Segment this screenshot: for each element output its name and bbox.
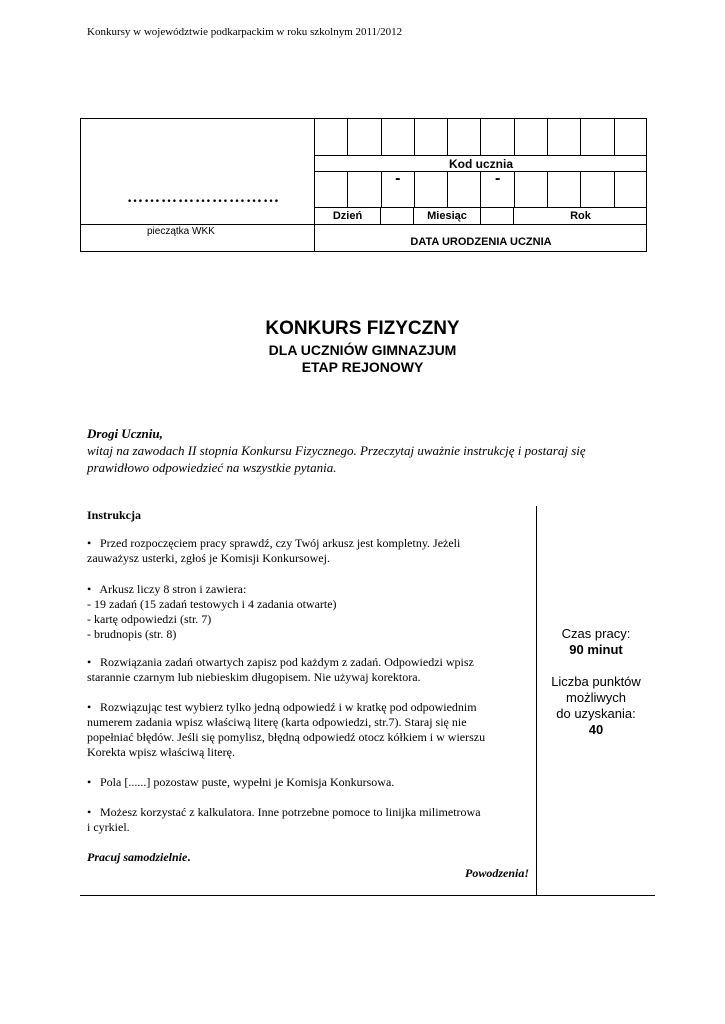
code-row [315, 119, 647, 156]
date-separator: - [494, 170, 501, 187]
instruction-text: - kartę odpowiedzi (str. 7) [87, 612, 212, 626]
date-cell[interactable] [615, 172, 647, 207]
time-value: 90 minut [569, 642, 623, 657]
stamp-area [81, 119, 315, 224]
instruction-item [87, 805, 529, 835]
instruction-item [87, 775, 529, 790]
bullet-icon: • [87, 775, 92, 789]
points-label: możliwych [566, 690, 626, 705]
good-luck-text: Powodzenia! [464, 866, 529, 880]
points-label: Liczba punktów [551, 674, 641, 689]
contest-stage: ETAP REJONOWY [301, 359, 424, 375]
instruction-text: Arkusz liczy 8 stron i zawiera: [99, 582, 247, 596]
code-cell[interactable] [615, 119, 647, 155]
date-separator: - [395, 170, 401, 187]
instruction-text: - 19 zadań (15 zadań testowych i 4 zadania otwarte) [87, 597, 337, 611]
bullet-icon: • [87, 700, 92, 714]
contest-title: KONKURS FIZYCZNY [265, 318, 460, 339]
day-label: Dzień [315, 208, 381, 224]
code-cell[interactable] [581, 119, 614, 155]
greeting [87, 425, 647, 476]
greeting-salutation: Drogi Uczniu, [87, 426, 163, 441]
greeting-line: prawidłowo odpowiedzieć na wszystkie pytania. [87, 460, 337, 475]
date-separator-cell [382, 172, 415, 207]
bullet-icon: • [87, 805, 92, 819]
instruction-item [87, 582, 529, 642]
bullet-icon: • [87, 655, 92, 669]
instruction-text: Korekta wpisz właściwą literę. [87, 745, 235, 759]
instruction-text: Rozwiązując test wybierz tylko jedną odpowiedź i w kratkę pod odpowiednim [100, 700, 477, 714]
date-labels-row [315, 208, 647, 224]
stamp-dots: ……………………… [127, 189, 280, 206]
instruction-text: i cyrkiel. [87, 820, 130, 834]
code-cell[interactable] [382, 119, 415, 155]
instruction-text: Pola [......] pozostaw puste, wypełni je Komisja Konkursowa. [100, 775, 395, 789]
date-cell[interactable] [415, 172, 448, 207]
birth-date-label: DATA URODZENIA UCZNIA [410, 236, 552, 248]
student-code-label: Kod ucznia [315, 156, 647, 172]
greeting-line: witaj na zawodach II stopnia Konkursu Fizycznego. Przeczytaj uważnie instrukcję i postaraj się [87, 443, 586, 458]
work-alone-dot: . [187, 850, 191, 864]
date-cell[interactable] [448, 172, 481, 207]
stamp-label-cell [81, 224, 315, 252]
time-label: Czas pracy: [561, 626, 631, 641]
date-cell[interactable] [548, 172, 581, 207]
student-code-grid [315, 119, 647, 224]
spacer [537, 658, 655, 674]
contest-subtitle: DLA UCZNIÓW GIMNAZJUM [268, 342, 457, 358]
instruction-text: Przed rozpoczęciem pracy sprawdź, czy Twój arkusz jest kompletny. Jeżeli [100, 536, 461, 550]
instruction-text: - brudnopis (str. 8) [87, 627, 177, 641]
instruction-item [87, 655, 529, 685]
student-info-box [80, 118, 647, 252]
date-cell[interactable] [348, 172, 381, 207]
code-cell[interactable] [448, 119, 481, 155]
bullet-icon: • [87, 582, 92, 596]
code-cell[interactable] [415, 119, 448, 155]
birth-date-label-cell [315, 224, 647, 252]
instruction-text: zauważysz usterki, zgłoś je Komisji Konkursowej. [87, 551, 330, 565]
code-cell[interactable] [548, 119, 581, 155]
page-header: Konkursy w województwie podkarpackim w roku szkolnym 2011/2012 [87, 26, 403, 38]
bullet-icon: • [87, 536, 92, 550]
instruction-item [87, 700, 529, 760]
instruction-item [87, 536, 529, 566]
code-cell[interactable] [348, 119, 381, 155]
instructions-heading: Instrukcja [87, 508, 142, 522]
date-spacer [481, 208, 514, 224]
instruction-text: Rozwiązania zadań otwartych zapisz pod każdym z zadań. Odpowiedzi wpisz [100, 655, 474, 669]
instruction-text: Możesz korzystać z kalkulatora. Inne potrzebne pomoce to linijka milimetrowa [100, 805, 481, 819]
code-cell[interactable] [315, 119, 348, 155]
points-label: do uzyskania: [556, 706, 636, 721]
instructions-box [80, 506, 655, 896]
date-spacer [381, 208, 414, 224]
stamp-label: pieczątka WKK [147, 226, 215, 237]
date-cell[interactable] [581, 172, 614, 207]
work-alone-note [87, 850, 529, 865]
work-alone-text: Pracuj samodzielnie [87, 850, 188, 864]
year-label: Rok [570, 210, 591, 222]
birth-date-row [315, 172, 647, 208]
code-cell[interactable] [515, 119, 548, 155]
instruction-text: popełniać błędów. Jeśli się pomylisz, błędną odpowiedź otocz kółkiem i w wierszu [87, 730, 486, 744]
code-cell[interactable] [481, 119, 514, 155]
date-cell[interactable] [315, 172, 348, 207]
month-label: Miesiąc [414, 208, 481, 224]
points-value: 40 [588, 722, 604, 737]
instruction-text: numerem zadania wpisz właściwą literę (karta odpowiedzi, str.7). Staraj się nie [87, 715, 467, 729]
date-separator-cell [481, 172, 514, 207]
date-cell[interactable] [515, 172, 548, 207]
exam-info [537, 626, 655, 738]
instruction-text: starannie czarnym lub niebieskim długopisem. Nie używaj korektora. [87, 670, 421, 684]
